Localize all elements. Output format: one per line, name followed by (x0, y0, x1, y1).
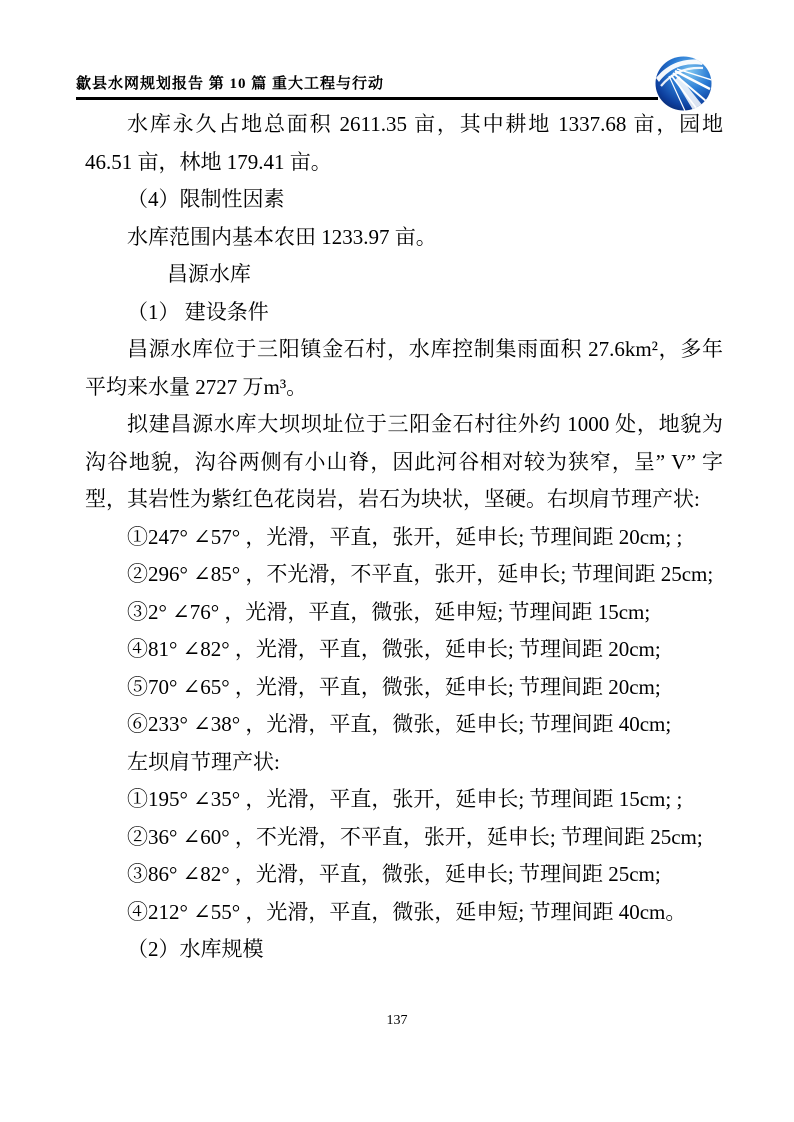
paragraph: 水库范围内基本农田 1233.97 亩。 (127, 224, 437, 249)
paragraph: 拟建昌源水库大坝坝址位于三阳金石村往外约 1000 处，地貌为沟谷地貌，沟谷两侧有小山脊，因此河谷相对较为狭窄，呈” V” 字型，其岩性为紫红色花岗岩，岩石为块状，坚硬。右坝肩节理产状: (85, 412, 723, 511)
list-item: ②296° ∠85° ，不光滑，不平直，张开，延申长; 节理间距 25cm; (127, 562, 714, 586)
report-logo-icon (655, 56, 712, 111)
list-item: ①247° ∠57° ，光滑，平直，张开，延申长; 节理间距 20cm; ; (127, 524, 683, 549)
paragraph: （2）水库规模 (127, 937, 264, 961)
list-item: ②36° ∠60° ，不光滑，不平直，张开，延申长; 节理间距 25cm; (127, 824, 703, 849)
paragraph: 昌源水库位于三阳镇金石村，水库控制集雨面积 27.6km²，多年平均来水量 2727 万m³。 (85, 337, 723, 399)
paragraph: （1） 建设条件 (127, 299, 269, 324)
paragraph: 水库永久占地总面积 2611.35 亩，其中耕地 1337.68 亩，园地 46.51 亩，林地 179.41 亩。 (85, 112, 723, 174)
paragraph-subheading: 昌源水库 (166, 262, 251, 286)
page-number: 137 (386, 1013, 408, 1028)
list-item: ③86° ∠82° ，光滑，平直，微张，延申长; 节理间距 25cm; (127, 862, 661, 886)
document-body (85, 106, 723, 969)
page-footer (0, 1013, 794, 1029)
header-title: 歙县水网规划报告 第 10 篇 重大工程与行动 (76, 76, 385, 92)
list-item: ④212° ∠55° ，光滑，平直，微张，延申短; 节理间距 40cm。 (127, 899, 687, 924)
page-header (76, 72, 658, 100)
list-item: ⑥233° ∠38° ，光滑，平直，微张，延申长; 节理间距 40cm; (127, 712, 672, 736)
list-item: ①195° ∠35° ，光滑，平直，张开，延申长; 节理间距 15cm; ; (127, 787, 683, 811)
list-item: ④81° ∠82° ，光滑，平直，微张，延申长; 节理间距 20cm; (127, 637, 661, 661)
paragraph: （4）限制性因素 (127, 187, 285, 211)
paragraph: 左坝肩节理产状: (127, 749, 280, 774)
list-item: ⑤70° ∠65° ，光滑，平直，微张，延申长; 节理间距 20cm; (127, 674, 661, 699)
list-item: ③2° ∠76° ，光滑，平直，微张，延申短; 节理间距 15cm; (127, 599, 651, 624)
